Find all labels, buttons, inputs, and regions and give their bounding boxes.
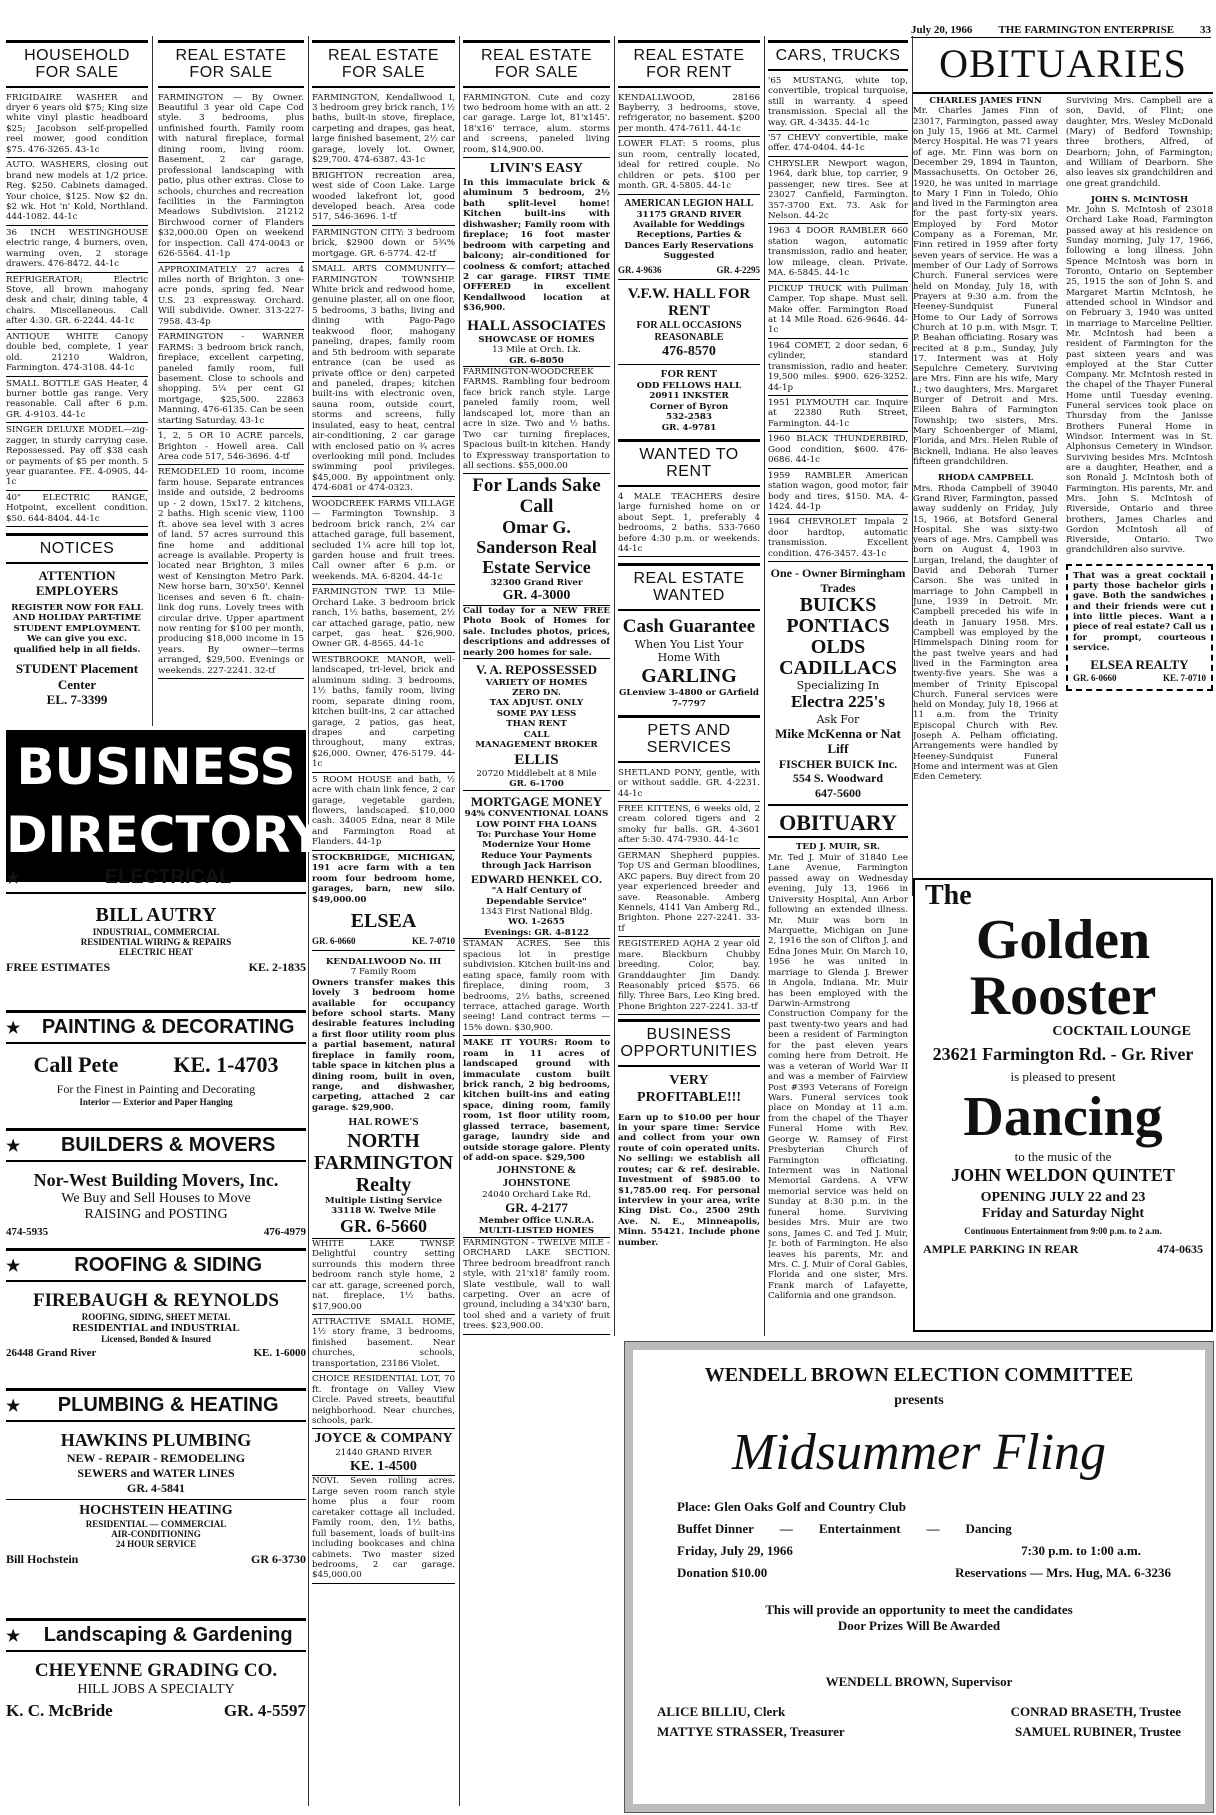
classified-ad: STOCKBRIDGE, MICHIGAN, 191 acre farm with a ten room four bedroom home, garages, barn, new silo. $49,000.00 xyxy=(312,852,455,905)
masthead xyxy=(911,24,1211,38)
obituary-text: Mrs. Rhoda Campbell of 39040 Grand River, Farmington, passed away suddenly on Friday, July 15, 1966, at Botsford General Hospital. She was sixty-two years of age. Mrs. Campbell was born on August 4, 1903 in Lurgan, Ireland, the daughter of David and Deborah Turner Carson. She was united in marriage to John Campbell in June, 1939 in Detroit. Mr. Campbell preceded his wife in death in January 1958. Mrs. Campbell was employed by the Himmelspach Dining room for the past twelve years and had lived in the Farmington area twenty-five years. She was a member of Trinity Episcopal Church. Funeral services were held on Monday, July 18, 1966 at 11 a.m. from the Trinity Episcopal Church with Rev. Joseph A. Pelham officiating. Arrangements were handled by Heeney-Sundquist Funeral Home and interment was at Glen Eden Cemetery. xyxy=(913,483,1058,783)
directory-builders: ★ BUILDERS & MOVERS Nor-West Building Movers, Inc. We Buy and Sell Houses to Move RAISING and POSTING 474-5935 476-4979 xyxy=(6,1128,306,1244)
column-rule xyxy=(764,36,765,1336)
classified-ad: FARMINGTON CITY: 3 bedroom brick, $2900 down or 5¾% mortgage. GR. 6-5774. 42-tf xyxy=(312,228,455,262)
business-name: HAWKINS PLUMBING xyxy=(60,1430,252,1450)
star-icon: ★ xyxy=(6,1397,21,1415)
section-header: BUSINESS OPPORTUNITIES xyxy=(618,1019,760,1067)
classified-ad: 40" ELECTRIC RANGE, Hotpoint, excellent condition. $50. 644-8404. 44-1c xyxy=(6,493,148,527)
classified-ad: MAKE IT YOURS: Room to roam in 11 acres of landscaped ground with immaculate custom built brick ranch, 2 big bedrooms, kitchen built-ins and eating space, dining room, family room, 1st floor utility room, glassed terrace, basement, garage, laundry side and outside storage galore. Plenty of add-on space. $29,500 xyxy=(463,1038,610,1164)
real-estate-column-4: REAL ESTATE FOR SALE FARMINGTON. Cute and cozy two bedroom home with an att. 2 car garage. Large lot, 81'x145'. 18'x16' terrace, alum. storms and screens, paneled living room, $14,900.00. LIVIN'S EASY In this immaculate brick & aluminum 5 bedroom, 2½ bath split-level home! Kitchen built-ins with dishwasher; Family room with fireplace; 16 foot master bedroom with carpeting and balcony; air-conditioned for coolness & comfort; attached 2 car garage. FIRST TIME OFFERED in excellent Kendallwood location at $36,900. HALL ASSOCIATES SHOWCASE OF HOMES 13 Mile at Orch. Lk. GR. 6-8050 FARMINGTON-WOODCREEK FARMS. Rambling four bedroom face brick ranch style. Large paneled family room, well landscaped lot, more than an acre in size. Two and ½ baths. Two car turning fireplaces, Spacious built-in kitchen. Handy to Expressway transportation to all sections. $55,000.00 For Lands Sake Call Omar G. Sanderson Real Estate Service 32300 Grand River GR. 4-3000 Call today for a NEW FREE Photo Book of Homes for sale. Includes photos, prices, descriptions and addresses of nearly 200 homes for sale. V. A. REPOSSESSED VARIETY OF HOMES ZERO DN. TAX ADJUST. ONLY SOME PAY LESS THAN RENT CALL MANAGEMENT BROKER ELLIS 20720 Middlebelt at 8 Mile GR. 6-1700 MORTGAGE MONEY 94% CONVENTIONAL LOANS LOW POINT FHA LOANS To: Purchase Your Home Modernize Your Home Reduce Your Payments through Jack Harrison EDWARD HENKEL CO. "A Half Century of Dependable Service" 1343 First National Bldg. WO. 1-2655 Evenings: GR. 4-8122 STAMAN ACRES. See this spacious lot in prestige subdivision. Kitchen built-ins and eating space, family room with fireplace, dining room, 3 bedrooms, 2½ baths, screened terrace, attached garage. Worth seeing! Land contract terms — 15% down. $30,900. MAKE IT YOURS: Room to roam in 11 acres of landscaped ground with immaculate custom built brick ranch, 2 big bedrooms, kitchen built-ins and eating space, dining room, family room, 1st floor utility room, glassed terrace, basement, garage, laundry side and outside storage galore. Plenty of add-on space. $29,500 JOHNSTONE & JOHNSTONE 24040 Orchard Lake Rd. GR. 4-2177 Member Office U.N.R.A. MULTI-LISTED HOMES FARMINGTON - TWELVE MILE - ORCHARD LAKE SECTION. Three bedroom breadfront ranch style, with 21'x18' family room. Slate vestibule, wall to wall carpeting. Over an acre of ground, including a 34'x30' barn, tool shed and a variety of fruit trees. $23,900.00. xyxy=(463,40,610,1810)
notice-sign: STUDENT Placement Center xyxy=(15,661,139,692)
classified-ad: 1964 COMET, 2 door sedan, 6 cylinder, standard transmission, radio and heater. 19,500 miles. $900. 626-3252. 44-1p xyxy=(768,341,908,396)
event-title: Midsummer Fling xyxy=(731,1424,1107,1481)
classified-ad: AUTO. WASHERS, closing out brand new models at 1/2 price. Reg. $250. Cabinets damaged. Your choice, $125. Now $2 dn. $2 wk. Hot 'n' Kold, Northland. 444-1082. 44-1c xyxy=(6,160,148,226)
star-icon: ★ xyxy=(6,1019,21,1037)
obituary-header: OBITUARY xyxy=(768,810,908,838)
household-column xyxy=(6,40,148,728)
classified-ad: PICKUP TRUCK with Pullman Camper. Top shape. Must sell. Make offer. Farmington Road at 14 Mile Road. 626-9646. 44-1c xyxy=(768,284,908,339)
classified-ad: FARMINGTON, Kendallwood I, 3 bedroom grey brick ranch, 1½ baths, built-in stove, fireplace, carpeting and drapes, gas heat, large finished basement, 2½ car garage, lovely lot. Owner, $29,700. 474-6387. 43-1c xyxy=(312,93,455,169)
paper-name: THE FARMINGTON ENTERPRISE xyxy=(998,24,1175,36)
directory-painting: ★ PAINTING & DECORATING Call Pete KE. 1-4703 For the Finest in Painting and Decorating Interior — Exterior and Paper Hanging xyxy=(6,1010,306,1117)
classified-ad: 1963 4 DOOR RAMBLER 660 station wagon, automatic transmission, radio and heater, low mileage, clean. Private. MA. 6-5845. 44-1c xyxy=(768,226,908,281)
rent-column: REAL ESTATE FOR RENT KENDALLWOOD, 28166 Bayberry, 3 bedrooms, stove, refrigerator, no basement. $200 per month. 474-7611. 44-1c LOWER FLAT: 5 rooms, plus sun room, centrally located, ideal for retired couple. No children or pets. $100 per month. GR. 4-5805. 44-1c AMERICAN LEGION HALL 31175 GRAND RIVER Available for Weddings Receptions, Parties & Dances Early Reservations Suggested GR. 4-9636 GR. 4-2295 V.F.W. HALL FOR RENT FOR ALL OCCASIONS REASONABLE 476-8570 FOR RENT ODD FELLOWS HALL 20911 INKSTER Corner of Byron 532-2583 GR. 4-9781 WANTED TO RENT 4 MALE TEACHERS desire large furnished home on or about Sept. 1, preferably 4 bedrooms, 2 baths. 533-7660 before 4:30 p.m. or weekends. 44-1c REAL ESTATE WANTED Cash Guarantee When You List Your Home With GARLING GLenview 3-4800 or GArfield 7-7797 PETS AND SERVICES SHETLAND PONY, gentle, with or without saddle. GR. 4-2231. 44-1c FREE KITTENS, 6 weeks old, 2 cream colored tigers and 2 smoky fur balls. GR. 4-3601 after 5:30. 474-7930. 44-1c GERMAN Shepherd puppies. Top US and German bloodlines, AKC papers. Buy direct from 20 year experienced breeder and save. Reasonable. Amberg Kennels, 4141 Van Amberg Rd., Brighton. Phone 227-2241. 33-tf REGISTERED AQHA 2 year old mare. Blackburn Chubby breeding. Color, bay. Granddaughter Jim Dandy. Reasonably priced $575. 66 filly. Three Bars, Leo King bred. Phone Brighton 227-2241. 33-tf BUSINESS OPPORTUNITIES VERY PROFITABLE!!! Earn up to $10.00 per hour in your spare time: Service and collect from your own route of coin operated units. No selling: we establish all routes; car & ref. desirable. Investment of $985.00 to $1,785.00 req. For personal interview in your area, write King Dist. Co., 2500 29th Ave. N. E., Minneapolis, Minn. 55421. Include phone number. xyxy=(618,40,760,1340)
section-header: REAL ESTATE FOR SALE xyxy=(158,40,304,88)
section-header: HOUSEHOLD FOR SALE xyxy=(6,40,148,88)
star-icon: ★ xyxy=(6,1137,21,1155)
classified-ad: CHOICE RESIDENTIAL LOT, 70 ft. frontage on Valley View Circle. Paved streets, beautiful neighborhood. Near churches, schools, park. xyxy=(312,1374,455,1429)
classified-ad: 4 MALE TEACHERS desire large furnished home on or about Sept. 1, preferably 4 bedrooms, 2 baths. 533-7660 before 4:30 p.m. or weekends. 44-1c xyxy=(618,492,760,558)
cars-column: CARS, TRUCKS '65 MUSTANG, white top, convertible, tropical turquoise, still in warranty. 4 speed transmission. Special all the way. GR. 4-3435. 44-1c '57 CHEVY convertible, make offer. 474-0404. 44-1c CHRYSLER Newport wagon, 1964, dark blue, top carrier, 9 passenger, new tires. See at 23027 Canfield, Farmington. 357-3700 Ext. 73. Ask for Nelson. 44-2c 1963 4 DOOR RAMBLER 660 station wagon, automatic transmission, radio and heater, low mileage, clean. Private. MA. 6-5845. 44-1c PICKUP TRUCK with Pullman Camper. Top shape. Must sell. Make offer. Farmington Road at 14 Mile Road. 626-9646. 44-1c 1964 COMET, 2 door sedan, 6 cylinder, standard transmission, radio and heater. 19,500 miles. $900. 626-3252. 44-1p 1951 PLYMOUTH car. Inquire at 22380 Ruth Street, Farmington. 44-1c 1960 BLACK THUNDERBIRD, Good condition, $600. 476-0686. 44-1c 1959 RAMBLER American station wagon, good motor, fair body and tires, $150. MA. 4-1424. 44-1p 1964 CHEVROLET Impala 2 door hardtop, automatic transmission. Excellent condition. 476-3457. 43-1c One - Owner Birmingham Trades BUICKS PONTIACS OLDS CADILLACS Specializing In Electra 225's Ask For Mike McKenna or Nat Liff FISCHER BUICK Inc. 554 S. Woodward 647-5600 OBITUARY TED J. MUIR, SR. Mr. Ted J. Muir of 31840 Lee Lane Avenue, Farmington passed away on Wednesday evening, July 13, 1966 in University Hospital, Ann Arbor following an extended illness. Mr. Muir was born in Marquette, Michigan on June 2, 1916 the son of Clifton J. and Edna Jones Muir. On March 10, 1956 he was united in marriage to Glenda J. Brewer in Angola, Indiana. Mr. Muir has been employed with the Darwin-Armstrong Construction Company for the past twenty-two years and had been a resident of Farmington for the past eleven years coming here from Detroit. He was a veteran of World War II and was a member of Fairview Post #393 Veterans of Foreign Wars. Funeral services took place on Monday at 11 a.m. from the chapel of the Thayer Funeral Home with Rev. George W. Ramsey of First Presbyterian Church of Farmington officiating. Interment was in National Memorial Gardens. A VFW memorial service was held on Sunday at 8:30 p.m. in the funeral home. Surviving besides Mrs. Muir are two sons, James C. and Ted J. Muir, Jr. both of Farmington. He also leaves his parents, Mr. and Mrs. C. J. Muir of Coral Gables, Florida and one sister, Mrs. Frank march of Lafayette, California and one grandson. xyxy=(768,40,908,1340)
section-header: REAL ESTATE FOR SALE xyxy=(463,40,610,88)
classified-ad: 1, 2, 5 OR 10 ACRE parcels, Brighton - Howell area. Call Area code 517, 546-3696. 4-tf xyxy=(158,431,304,465)
classified-ad: Earn up to $10.00 per hour in your spare time: Service and collect from your own route of coin operated units. No selling: we establish all routes; car & ref. desirable. Investment of $985.00 to $1,785.00 req. For personal interview in your area, write King Dist. Co., 2500 29th Ave. N. E., Minneapolis, Minn. 55421. Include phone number. xyxy=(618,1112,760,1248)
business-name: BILL AUTRY xyxy=(95,904,217,926)
obituary-text: Mr. John S. McIntosh of 23018 Orchard Lake Road, Farmington passed away at his residence on Sunday morning, July 17, 1966, following a long illness. John Spence McIntosh was born in Toronto, Ontario on September 25, 1915 the son of John S. and Margaret Martin McIntosh, he attended school in Windsor and on February 3, 1940 was united in marriage to Marceline Pelltier. Mr. McIntosh had been a resident of Farmington for the past sixteen years and was employed at the Star Cutter Company. Mr. McIntosh rested in the chapel of the Thayer Funeral Home until Tuesday evening. Funeral services took place on Thursday from the Janisse Brothers Funeral Home in Windsor. Interment was in St. Alphonsus Cemetery in Windsor. Surviving besides Mrs. McIntosh are a daughter, Heather, and a son Ronald J. McIntosh both of Farmington. His parents, Mr. and Mrs. John S. McIntosh of Riverside, Ontario and three brothers, James Charles and Gordon McIntosh all of Riverside, Ontario. Two grandchildren also survive. xyxy=(1066,205,1213,556)
section-header: NOTICES xyxy=(6,533,148,564)
business-phone: KE. 1-4703 xyxy=(173,1052,279,1077)
classified-ad: LOWER FLAT: 5 rooms, plus sun room, centrally located, ideal for retired couple. No children or pets. $100 per month. GR. 4-5805. 44-1c xyxy=(618,139,760,194)
notice-title: ATTENTION EMPLOYERS xyxy=(35,568,119,598)
classified-ad: FARMINGTON-WOODCREEK FARMS. Rambling four bedroom face brick ranch style. Large paneled family room, well landscaped lot, more than an acre in size. Two and ½ baths. Two car turning fireplaces, Spacious built-in kitchen. Handy to Expressway transportation to all sections. $55,000.00 xyxy=(463,367,610,474)
rooster-name: Golden Rooster xyxy=(969,909,1157,1027)
classified-ad: FARMINGTON. Cute and cozy two bedroom home with an att. 2 car garage. Large lot, 81'x145'. 18'x16' terrace, alum. storms and screens, paneled living room, $14,900.00. xyxy=(463,93,610,159)
real-estate-column-3: REAL ESTATE FOR SALE FARMINGTON, Kendallwood I, 3 bedroom grey brick ranch, 1½ baths, built-in stove, fireplace, carpeting and drapes, gas heat, large finished basement, 2½ car garage, lovely lot. Owner, $29,700. 474-6387. 43-1c BRIGHTON recreation area, west side of Coon Lake. Large wooded lakefront lot, good developed beach. Area code 517, 546-3696. 1-tf FARMINGTON CITY: 3 bedroom brick, $2900 down or 5¾% mortgage. GR. 6-5774. 42-tf SMALL ARTS COMMUNITY—FARMINGTON TOWNSHIP. White brick and redwood home, genuine plaster, all on one floor, 5 bedrooms, 3 baths, living and dining with Pago-Pago teakwood floor, mahogany paneling, drapes, family room and 5th bedroom with separate entrance (can be used as private office or den) carpeted and paneled, drapes; kitchen built-ins with electronic oven, sauna room, outside court, storms and screens, fully insulated, easy to heat, central air-conditioning, 2 car garage with enclosed patio on ¾ acres overlooking mill pond. Includes swimming pool privileges. $45,000. By appointment only. 474-6081 or 474-0323. WOODCREEK FARMS VILLAGE — Farmington Township. 3 bedroom brick ranch, 2¼ car attached garage, full basement, secluded 1¼ acre hill top lot, garden house and fruit trees. Call owner after 6 p.m. or weekends. MA. 6-8204. 44-1c FARMINGTON TWP. 13 Mile-Orchard Lake. 3 bedroom brick ranch, 1½ baths, basement, 2½ car attached garage, patio, new carpet, gas heat. $26,900. Owner GR. 4-8565. 44-1c WESTBROOKE MANOR, well-landscaped, tri-level, brick and aluminum siding. 3 bedrooms, 1½ baths, family room, living room, separate dining room, kitchen built-ins, 2 car attached garage, 2 patios, gas heat, drapes and carpeting throughout, many extras, $26,000. Owner, 476-5179. 44-1c 5 ROOM HOUSE and bath, ½ acre with chain link fence, 2 car garage, vegetable garden, flowers, landscaped. $10,000 cash. 34005 Edna, near 8 Mile and Farmington Road at Flanders. 44-1p STOCKBRIDGE, MICHIGAN, 191 acre farm with a ten room four bedroom home, garages, barn, new silo. $49,000.00 ELSEA GR. 6-0660 KE. 7-0710 KENDALLWOOD No. III 7 Family Room Owners transfer makes this lovely 3 bedroom home available for occupancy before school starts. Many desirable features including a first floor utility room plus a partial basement, natural fireplace in family room, table space in kitchen plus a dining room, built in oven, range, and dishwasher, carpeting, attached 2 car garage. $29,900. HAL ROWE'S NORTH FARMINGTON Realty Multiple Listing Service 33118 W. Twelve Mile GR. 6-5660 WHITE LAKE TWNSP. Delightful country setting surrounds this modern three bedroom ranch style home, 2 car att. garage, screened porch, nat. fireplace, 1½ baths. $17,900.00 ATTRACTIVE SMALL HOME, 1½ story frame, 3 bedrooms, finished basement. Near churches, schools, transportation, 23186 Violet. CHOICE RESIDENTIAL LOT, 70 ft. frontage on Valley View Circle. Paved streets, beautiful neighborhood. Near churches, schools, park. JOYCE & COMPANY 21440 GRAND RIVER KE. 1-4500 NOVI. Seven rolling acres. Large seven room ranch style home plus a four room caretaker cottage all included. Family room, den, 1½ baths, full basement, loads of built-ins including bookcases and china cabinets. Two master sized bedrooms, 2 car garage. $45,000.00 xyxy=(312,40,455,1810)
star-icon: ★ xyxy=(6,1627,21,1645)
directory-electrical: ★ ELECTRICAL BILL AUTRY INDUSTRIAL, COMMERCIAL RESIDENTIAL WIRING & REPAIRS ELECTRIC HEAT FREE ESTIMATES KE. 2-1835 xyxy=(6,860,306,981)
classified-ad: FARMINGTON — By Owner. Beautiful 3 year old Cape Cod style. 3 bedrooms, plus unfinished fourth. Family room with natural fireplace, formal dining room, living room. Basement, 2 car garage, professional landscaping with patio, plus other extras. Close to schools, churches and recreation facilities in the Farmington Meadows Subdivision. 21212 Birchwood corner of Flanders $32,000.00 Open on weekend for inspection. Call 474-0043 or 626-5564. 41-1p xyxy=(158,93,304,263)
business-name: Call Pete xyxy=(33,1052,119,1077)
elsea-realty-box: That was a great cocktail party those bachelor girls gave. Both the sandwiches and their friends were cut into little pieces. Want a piece of real estate? Call us for prompt, courteous service. ELSEA REALTY GR. 6-0660 KE. 7-0710 xyxy=(1066,564,1213,691)
kendallwood-body: Owners transfer makes this lovely 3 bedroom home available for occupancy before school starts. Many desirable features including a first floor utility room plus a partial basement, natural fireplace in family room, table space in kitchen plus a dining room, built in oven, range, and dishwasher, carpeting, attached 2 car garage. $29,900. xyxy=(312,977,455,1113)
obituary-text: Mr. Ted J. Muir of 31840 Lee Lane Avenue, Farmington passed away on Wednesday evening, July 13, 1966 in University Hospital, Ann Arbor following an extended illness. Mr. Muir was born in Marquette, Michigan on June 2, 1916 the son of Clifton J. and Edna Jones Muir. On March 10, 1956 he was united in marriage to Glenda J. Brewer in Angola, Indiana. Mr. Muir has been employed with the Darwin-Armstrong Construction Company for the past twenty-two years and had been a resident of Farmington for the past eleven years coming here from Detroit. He was a veteran of World War II and was a member of Fairview Post #393 Veterans of Foreign Wars. Funeral services took place on Monday at 11 a.m. from the chapel of the Thayer Funeral Home with Rev. George W. Ramsey of First Presbyterian Church of Farmington officiating. Interment was in National Memorial Gardens. A VFW memorial service was held on Sunday at 8:30 p.m. in the funeral home. Surviving besides Mrs. Muir are two sons, James C. and Ted J. Muir, Jr. both of Farmington. He also leaves his parents, Mr. and Mrs. C. J. Muir of Coral Gables, Florida and one sister, Mrs. Frank march of Lafayette, California and one grandson. xyxy=(768,852,908,1302)
obituaries-left: CHARLES JAMES FINN Mr. Charles James Finn of 23017, Farmington, passed away on July 15, 1966 at Mt. Carmel Mercy Hospital. He was 71 years of age. Mr. Finn was born on December 29, 1894 in Taunton, Massachusetts. On October 26, 1920, he was united in marriage to Mary I Finn in Toledo, Ohio and lived in the Farmington area for the past forty-six years. Employed by Ford Motor Company as a Foreman, Mr. Finn retired in 1959 after forty seven years of service. He was a member of Our Lady of Sorrows Church. Funeral services were held on Monday, July 18, with Prayers at 9:30 a.m. from the Heeney-Sundquist Funeral Home to Our Lady of Sorrows Church at 10 p.m. with Msgr. T. P. Beahan officiating. Rosary was recited at 8 p.m., Sunday, July 17. Interment was at Holy Sepulchre Cemetery. Surviving are Mrs. Finn are his wife, Mary I.; two daughters, Mrs. Margaret Burger of Detroit and Mrs. Eileen Bahra of Farmington Township; two sisters, Mrs. Mary Schoenberger of Miami, Florida, and Mrs. Helen Ruble of Bicknell, Indiana. He also leaves fifteen grandchildren. RHODA CAMPBELL Mrs. Rhoda Campbell of 39040 Grand River, Farmington, passed away suddenly on Friday, July 15, 1966, at Botsford General Hospital. She was sixty-two years of age. Mrs. Campbell was born on August 4, 1903 in Lurgan, Ireland, the daughter of David and Deborah Turner Carson. She was united in marriage to John Campbell in June, 1939 in Detroit. Mr. Campbell preceded his wife in death in January 1958. Mrs. Campbell was employed by the Himmelspach Dining room for the past twelve years and had lived in the Farmington area twenty-five years. She was a member of Trinity Episcopal Church. Funeral services were held on Monday, July 18, 1966 at 11 a.m. from the Trinity Episcopal Church with Rev. Joseph A. Pelham officiating. Arrangements were handled by Heeney-Sundquist Funeral Home and interment was at Glen Eden Cemetery. xyxy=(913,96,1058,783)
issue-date: July 20, 1966 xyxy=(911,24,973,36)
directory-plumbing: ★ PLUMBING & HEATING HAWKINS PLUMBING NEW - REPAIR - REMODELING SEWERS and WATER LINES GR. 4-5841 HOCHSTEIN HEATING RESIDENTIAL — COMMERCIAL AIR-CONDITIONING 24 HOUR SERVICE Bill Hochstein GR 6-3730 xyxy=(6,1388,306,1573)
obituary-text: Surviving Mrs. Campbell are a son, David, of Flint; one daughter, Mrs. Wesley McDonald (Mary) of Bedford Township; three brothers, Alfred, of Dearborn; John, of Farmington; and William of Dearborn. She also leaves six grandchildren and one great grandchild. xyxy=(1066,96,1213,189)
section-header: WANTED TO RENT xyxy=(618,439,760,487)
directory-heading: ★ ELECTRICAL xyxy=(6,860,306,894)
page-number: 33 xyxy=(1200,24,1211,36)
kendallwood-title: KENDALLWOOD No. III xyxy=(325,956,442,967)
obituaries-right: Surviving Mrs. Campbell are a son, David, of Flint; one daughter, Mrs. Wesley McDonald (Mary) of Bedford Township; three brothers, Alfred, of Dearborn; John, of Farmington; and William of Dearborn. She also leaves six grandchildren and one great grandchild. JOHN S. McINTOSH Mr. John S. McIntosh of 23018 Orchard Lake Road, Farmington passed away at his residence on Sunday morning, July 17, 1966, following a long illness. John Spence McIntosh was born in Toronto, Ontario on September 25, 1915 the son of John S. and Margaret Martin McIntosh, he attended school in Windsor and on February 3, 1940 was united in marriage to Marceline Pelltier. Mr. McIntosh had been a resident of Farmington for the past sixteen years and was employed at the Star Cutter Company. Mr. McIntosh rested in the chapel of the Thayer Funeral Home until Tuesday evening. Funeral services took place on Thursday from the Janisse Brothers Funeral Home in Windsor. Interment was in St. Alphonsus Cemetery in Windsor. Surviving besides Mrs. McIntosh are a daughter, Heather, and a son Ronald J. McIntosh both of Farmington. His parents, Mr. and Mrs. John S. McIntosh of Riverside, Ontario and three brothers, James Charles and Gordon McIntosh all of Riverside, Ontario. Two grandchildren also survive. That was a great cocktail party those bachelor girls gave. Both the sandwiches and their friends were cut into little pieces. Want a piece of real estate? Call us for prompt, courteous service. ELSEA REALTY GR. 6-0660 KE. 7-0710 xyxy=(1066,96,1213,876)
directory-heading: ★ PLUMBING & HEATING xyxy=(6,1388,306,1422)
classified-ad: 1951 PLYMOUTH car. Inquire at 22380 Ruth Street, Farmington. 44-1c xyxy=(768,398,908,432)
classified-ad: '65 MUSTANG, white top, convertible, tropical turquoise, still in warranty. 4 speed transmission. Special all the way. GR. 4-3435. 44-1c xyxy=(768,76,908,131)
column-rule xyxy=(152,36,153,726)
classified-ad: '57 CHEVY convertible, make offer. 474-0404. 44-1c xyxy=(768,133,908,157)
classified-ad: SMALL BOTTLE GAS Heater, 4 burner bottle gas range. Very reasonable. Call after 6 p.m. GR. 4-9103. 44-1c xyxy=(6,379,148,424)
business-name: CHEYENNE GRADING CO. xyxy=(34,1660,278,1681)
directory-heading: ★ PAINTING & DECORATING xyxy=(6,1010,306,1044)
section-header: CARS, TRUCKS xyxy=(768,40,908,71)
banner-line: BUSINESS xyxy=(16,738,296,796)
classified-ad: 1960 BLACK THUNDERBIRD, Good condition, $600. 476-0686. 44-1c xyxy=(768,434,908,468)
obituary-text: Mr. Charles James Finn of 23017, Farmington, passed away on July 15, 1966 at Mt. Carmel Mercy Hospital. He was 71 years of age. Mr. Finn was born on December 29, 1894 in Taunton, Massachusetts. On October 26, 1920, he was united in marriage to Mary I Finn in Toledo, Ohio and lived in the Farmington area for the past forty-six years. Employed by Ford Motor Company as a Foreman, Mr. Finn retired in 1959 after forty seven years of service. He was a member of Our Lady of Sorrows Church. Funeral services were held on Monday, July 18, with Prayers at 9:30 a.m. from the Heeney-Sundquist Funeral Home to Our Lady of Sorrows Church at 10 p.m. with Msgr. T. P. Beahan officiating. Rosary was recited at 8 p.m., Sunday, July 17. Interment was at Holy Sepulchre Cemetery. Surviving are Mrs. Finn are his wife, Mary I.; two daughters, Mrs. Margaret Burger of Detroit and Mrs. Eileen Bahra of Farmington Township; two sisters, Mrs. Mary Schoenberger of Miami, Florida, and Mrs. Helen Ruble of Bicknell, Indiana. He also leaves fifteen grandchildren. xyxy=(913,106,1058,467)
classified-ad: FARMINGTON TWP. 13 Mile-Orchard Lake. 3 bedroom brick ranch, 1½ baths, basement, 2½ car attached garage, patio, new carpet, gas heat. $26,900. Owner GR. 4-8565. 44-1c xyxy=(312,587,455,653)
star-icon: ★ xyxy=(6,1257,21,1275)
section-header: REAL ESTATE WANTED xyxy=(618,563,760,611)
classified-ad: REMODELED 10 room, income farm house. Separate entrances inside and outside, 2 bedrooms up - 2 down, 15x17. 2 kitchens, 2 baths. High scenic view, 1100 ft. above sea level with 3 acres of land. 57 acres surround this fine home and additional acreage is available. Property is located near Brighton, 3 miles west of Kensington Metro Park. New horse barn, 30'x50'. Kennel licenses and seven 6 ft. chain-link dog runs. Lovely trees with circular drive. Upper apartment now renting for $100 per month, producing $18,000 income in 15 years. By owner—terms arranged, $29,500. Evenings or weekends. 227-2241. 32-tf xyxy=(158,467,304,679)
classified-ad: NOVI. Seven rolling acres. Large seven room ranch style home plus a four room caretaker cottage all included. Family room, den, 1½ baths, full basement, loads of built-ins including bookcases and china cabinets. Two master sized bedrooms, 2 car garage. $45,000.00 xyxy=(312,1476,455,1583)
classified-ad: SINGER DELUXE MODEL—zig-zagger, in sturdy carrying case. Repossessed. Pay off $38 cash or payments of $5 per month. 5 year guarantee. FE. 4-0905. 44-1c xyxy=(6,425,148,491)
realty-name: NORTH FARMINGTON Realty xyxy=(313,1129,454,1196)
obituaries-header: OBITUARIES xyxy=(913,40,1213,94)
classified-ad: REFRIGERATOR; Electric Stove, all brown mahogany desk and chair, dining table, 4 chairs. Miscellaneous. Call after 4:30. GR. 6-2244. 44-1c xyxy=(6,275,148,330)
classified-ad: KENDALLWOOD, 28166 Bayberry, 3 bedrooms, stove, refrigerator, no basement. $200 per month. 474-7611. 44-1c xyxy=(618,93,760,138)
kendallwood-sub: 7 Family Room xyxy=(350,967,417,978)
classified-ad: SHETLAND PONY, gentle, with or without saddle. GR. 4-2231. 44-1c xyxy=(618,768,760,802)
directory-roofing: ★ ROOFING & SIDING FIREBAUGH & REYNOLDS ROOFING, SIDING, SHEET METAL RESIDENTIAL and INDUSTRIAL Licensed, Bonded & Insured 26448 Grand River KE. 1-6000 xyxy=(6,1248,306,1365)
business-name: FIREBAUGH & REYNOLDS xyxy=(33,1290,279,1311)
elsea-name: ELSEA xyxy=(350,909,417,932)
classified-ad: ANTIQUE WHITE Canopy double bed, complete, 1 year old. 21210 Waldron, Farmington. 474-3108. 44-1c xyxy=(6,332,148,377)
directory-heading: ★ ROOFING & SIDING xyxy=(6,1248,306,1282)
golden-rooster-ad: The Golden Rooster COCKTAIL LOUNGE 23621 Farmington Rd. - Gr. River is pleased to present Dancing to the music of the JOHN WELDON QUINTET OPENING JULY 22 and 23 Friday and Saturday Night Continuous Entertainment from 9:00 p.m. to 2 a.m. AMPLE PARKING IN REAR 474-0635 xyxy=(913,878,1213,1332)
real-estate-column-2 xyxy=(158,40,304,728)
classified-ad: REGISTERED AQHA 2 year old mare. Blackburn Chubby breeding. Color, bay. Granddaughter Jim Dandy. Reasonably priced $575. 66 filly. Three Bars, Leo King bred. Phone Brighton 227-2241. 33-tf xyxy=(618,939,760,1015)
section-header: REAL ESTATE FOR RENT xyxy=(618,40,760,88)
realtor-name: Omar G. Sanderson Real Estate Service xyxy=(476,517,597,577)
banner-line: DIRECTORY xyxy=(6,805,325,864)
business-name: Nor-West Building Movers, Inc. xyxy=(33,1170,279,1190)
classified-ad: WOODCREEK FARMS VILLAGE — Farmington Township. 3 bedroom brick ranch, 2¼ car attached garage, full basement, secluded 1¼ acre hill top lot, garden house and fruit trees. Call owner after 6 p.m. or weekends. MA. 6-8204. 44-1c xyxy=(312,499,455,586)
classified-ad: 5 ROOM HOUSE and bath, ½ acre with chain link fence, 2 car garage, vegetable garden, flowers, landscaped. $10,000 cash. 34005 Edna, near 8 Mile and Farmington Road at Flanders. 44-1p xyxy=(312,775,455,851)
classified-ad: ATTRACTIVE SMALL HOME, 1½ story frame, 3 bedrooms, finished basement. Near churches, schools, transportation, 23186 Violet. xyxy=(312,1317,455,1372)
classified-ad: BRIGHTON recreation area, west side of Coon Lake. Large wooded lakefront lot, good developed beach. Area code 517, 546-3696. 1-tf xyxy=(312,171,455,226)
classified-ad: GERMAN Shepherd puppies. Top US and German bloodlines, AKC papers. Buy direct from 20 year experienced breeder and save. Reasonable. Amberg Kennels, 4141 Van Amberg Rd., Brighton. Phone 227-2241. 33-tf xyxy=(618,851,760,938)
classified-ad: FARMINGTON - TWELVE MILE - ORCHARD LAKE SECTION. Three bedroom breadfront ranch style, with 21'x18' family room. Slate vestibule, wall to wall carpeting. Over an acre of ground, including a 34'x30' barn, tool shed and a variety of fruit trees. $23,900.00. xyxy=(463,1238,610,1335)
classified-ad: STAMAN ACRES. See this spacious lot in prestige subdivision. Kitchen built-ins and eating space, family room with fireplace, dining room, 3 bedrooms, 2½ baths, screened terrace, attached garage. Worth seeing! Land contract terms — 15% down. $30,900. xyxy=(463,939,610,1036)
section-header: REAL ESTATE FOR SALE xyxy=(312,40,455,88)
classified-ad: FRIGIDAIRE WASHER and dryer 6 years old $75; King size white vinyl plastic headboard $25; Jacobson self-propelled reel mower, good condition $75. 476-3265. 43-1c xyxy=(6,93,148,159)
midsummer-fling-ad: WENDELL BROWN ELECTION COMMITTEE presents Midsummer Fling Place: Glen Oaks Golf and Country Club Buffet Dinner — Entertainment — Dancing Friday, July 29, 1966 7:30 p.m. to 1:00 a.m. Donation $10.00 Reservations — Mrs. Hug, MA. 6-3236 This will provide an opportunity to meet the candidates Door Prizes Will Be Awarded WENDELL BROWN, Supervisor ALICE BILLIU, Clerk CONRAD BRASETH, Trustee MATTYE STRASSER, Treasurer SAMUEL RUBINER, Trustee xyxy=(625,1342,1213,1812)
directory-heading: ★ Landscaping & Gardening xyxy=(6,1618,306,1652)
classified-ad: CHRYSLER Newport wagon, 1964, dark blue, top carrier, 9 passenger, new tires. See at 23027 Canfield, Farmington. 357-3700 Ext. 73. Ask for Nelson. 44-2c xyxy=(768,159,908,225)
notice-phone: EL. 7-3399 xyxy=(46,692,108,708)
dancing-title: Dancing xyxy=(963,1086,1163,1148)
classified-ad: WHITE LAKE TWNSP. Delightful country setting surrounds this modern three bedroom ranch style home, 2 car att. garage, screened porch, nat. fireplace, 1½ baths. $17,900.00 xyxy=(312,1239,455,1315)
classified-ad: 1959 RAMBLER American station wagon, good motor, fair body and tires, $150. MA. 4-1424. 44-1p xyxy=(768,471,908,516)
classified-ad: FARMINGTON - WARNER FARMS: 3 bedroom brick ranch, fireplace, excellent carpeting, paneled family room, full basement. Close to schools and shopping. 5¼ per cent GI mortgage, $25,500. 22863 Manning. 476-6135. Can be seen starting Saturday. 43-1c xyxy=(158,332,304,429)
classified-ad: WESTBROOKE MANOR, well-landscaped, tri-level, brick and aluminum siding. 3 bedrooms, 1½ baths, family room, living room, separate dining room, kitchen built-ins, 2 car attached garage, 2 patios, gas heat, drapes and carpeting throughout, many extras, $26,000. Owner, 476-5179. 44-1c xyxy=(312,655,455,773)
star-icon: ★ xyxy=(6,869,21,887)
notice-body: REGISTER NOW FOR FALL AND HOLIDAY PART-TIME STUDENT EMPLOYMENT. We can give you exc. qualified help in all fields. xyxy=(11,602,143,655)
directory-landscaping: ★ Landscaping & Gardening CHEYENNE GRADING CO. HILL JOBS A SPECIALTY K. C. McBride GR. 4-5597 xyxy=(6,1618,306,1727)
column-rule xyxy=(308,36,309,1806)
section-header: PETS AND SERVICES xyxy=(618,715,760,763)
classified-ad: APPROXIMATELY 27 acres 4 miles north of Brighton. 3 one-acre ponds, spring fed. Near U.S. 23 expressway. Orchard. Will subdivide. Owner. 313-227-7958. 43-4p xyxy=(158,265,304,331)
column-rule xyxy=(459,36,460,1806)
classified-ad: FREE KITTENS, 6 weeks old, 2 cream colored tigers and 2 smoky fur balls. GR. 4-3601 after 5:30. 474-7930. 44-1c xyxy=(618,804,760,849)
classified-ad: 36 INCH WESTINGHOUSE electric range, 4 burners, oven, warming oven, 2 storage drawers. 476-8472. 44-1c xyxy=(6,228,148,273)
classified-ad: SMALL ARTS COMMUNITY—FARMINGTON TOWNSHIP. White brick and redwood home, genuine plaster, all on one floor, 5 bedrooms, 3 baths, living and dining with Pago-Pago teakwood floor, mahogany paneling, drapes, family room and 5th bedroom with separate entrance (can be used as private office or den) carpeted and paneled, drapes; kitchen built-ins with electronic oven, sauna room, outside court, storms and screens, fully insulated, easy to heat, central air-conditioning, 2 car garage with enclosed patio on ¾ acres overlooking mill pond. Includes swimming pool privileges. $45,000. By appointment only. 474-6081 or 474-0323. xyxy=(312,264,455,497)
classified-ad: 1964 CHEVROLET Impala 2 door hardtop, automatic transmission. Excellent condition. 476-3457. 43-1c xyxy=(768,517,908,562)
column-rule xyxy=(614,36,615,1336)
directory-heading: ★ BUILDERS & MOVERS xyxy=(6,1128,306,1162)
